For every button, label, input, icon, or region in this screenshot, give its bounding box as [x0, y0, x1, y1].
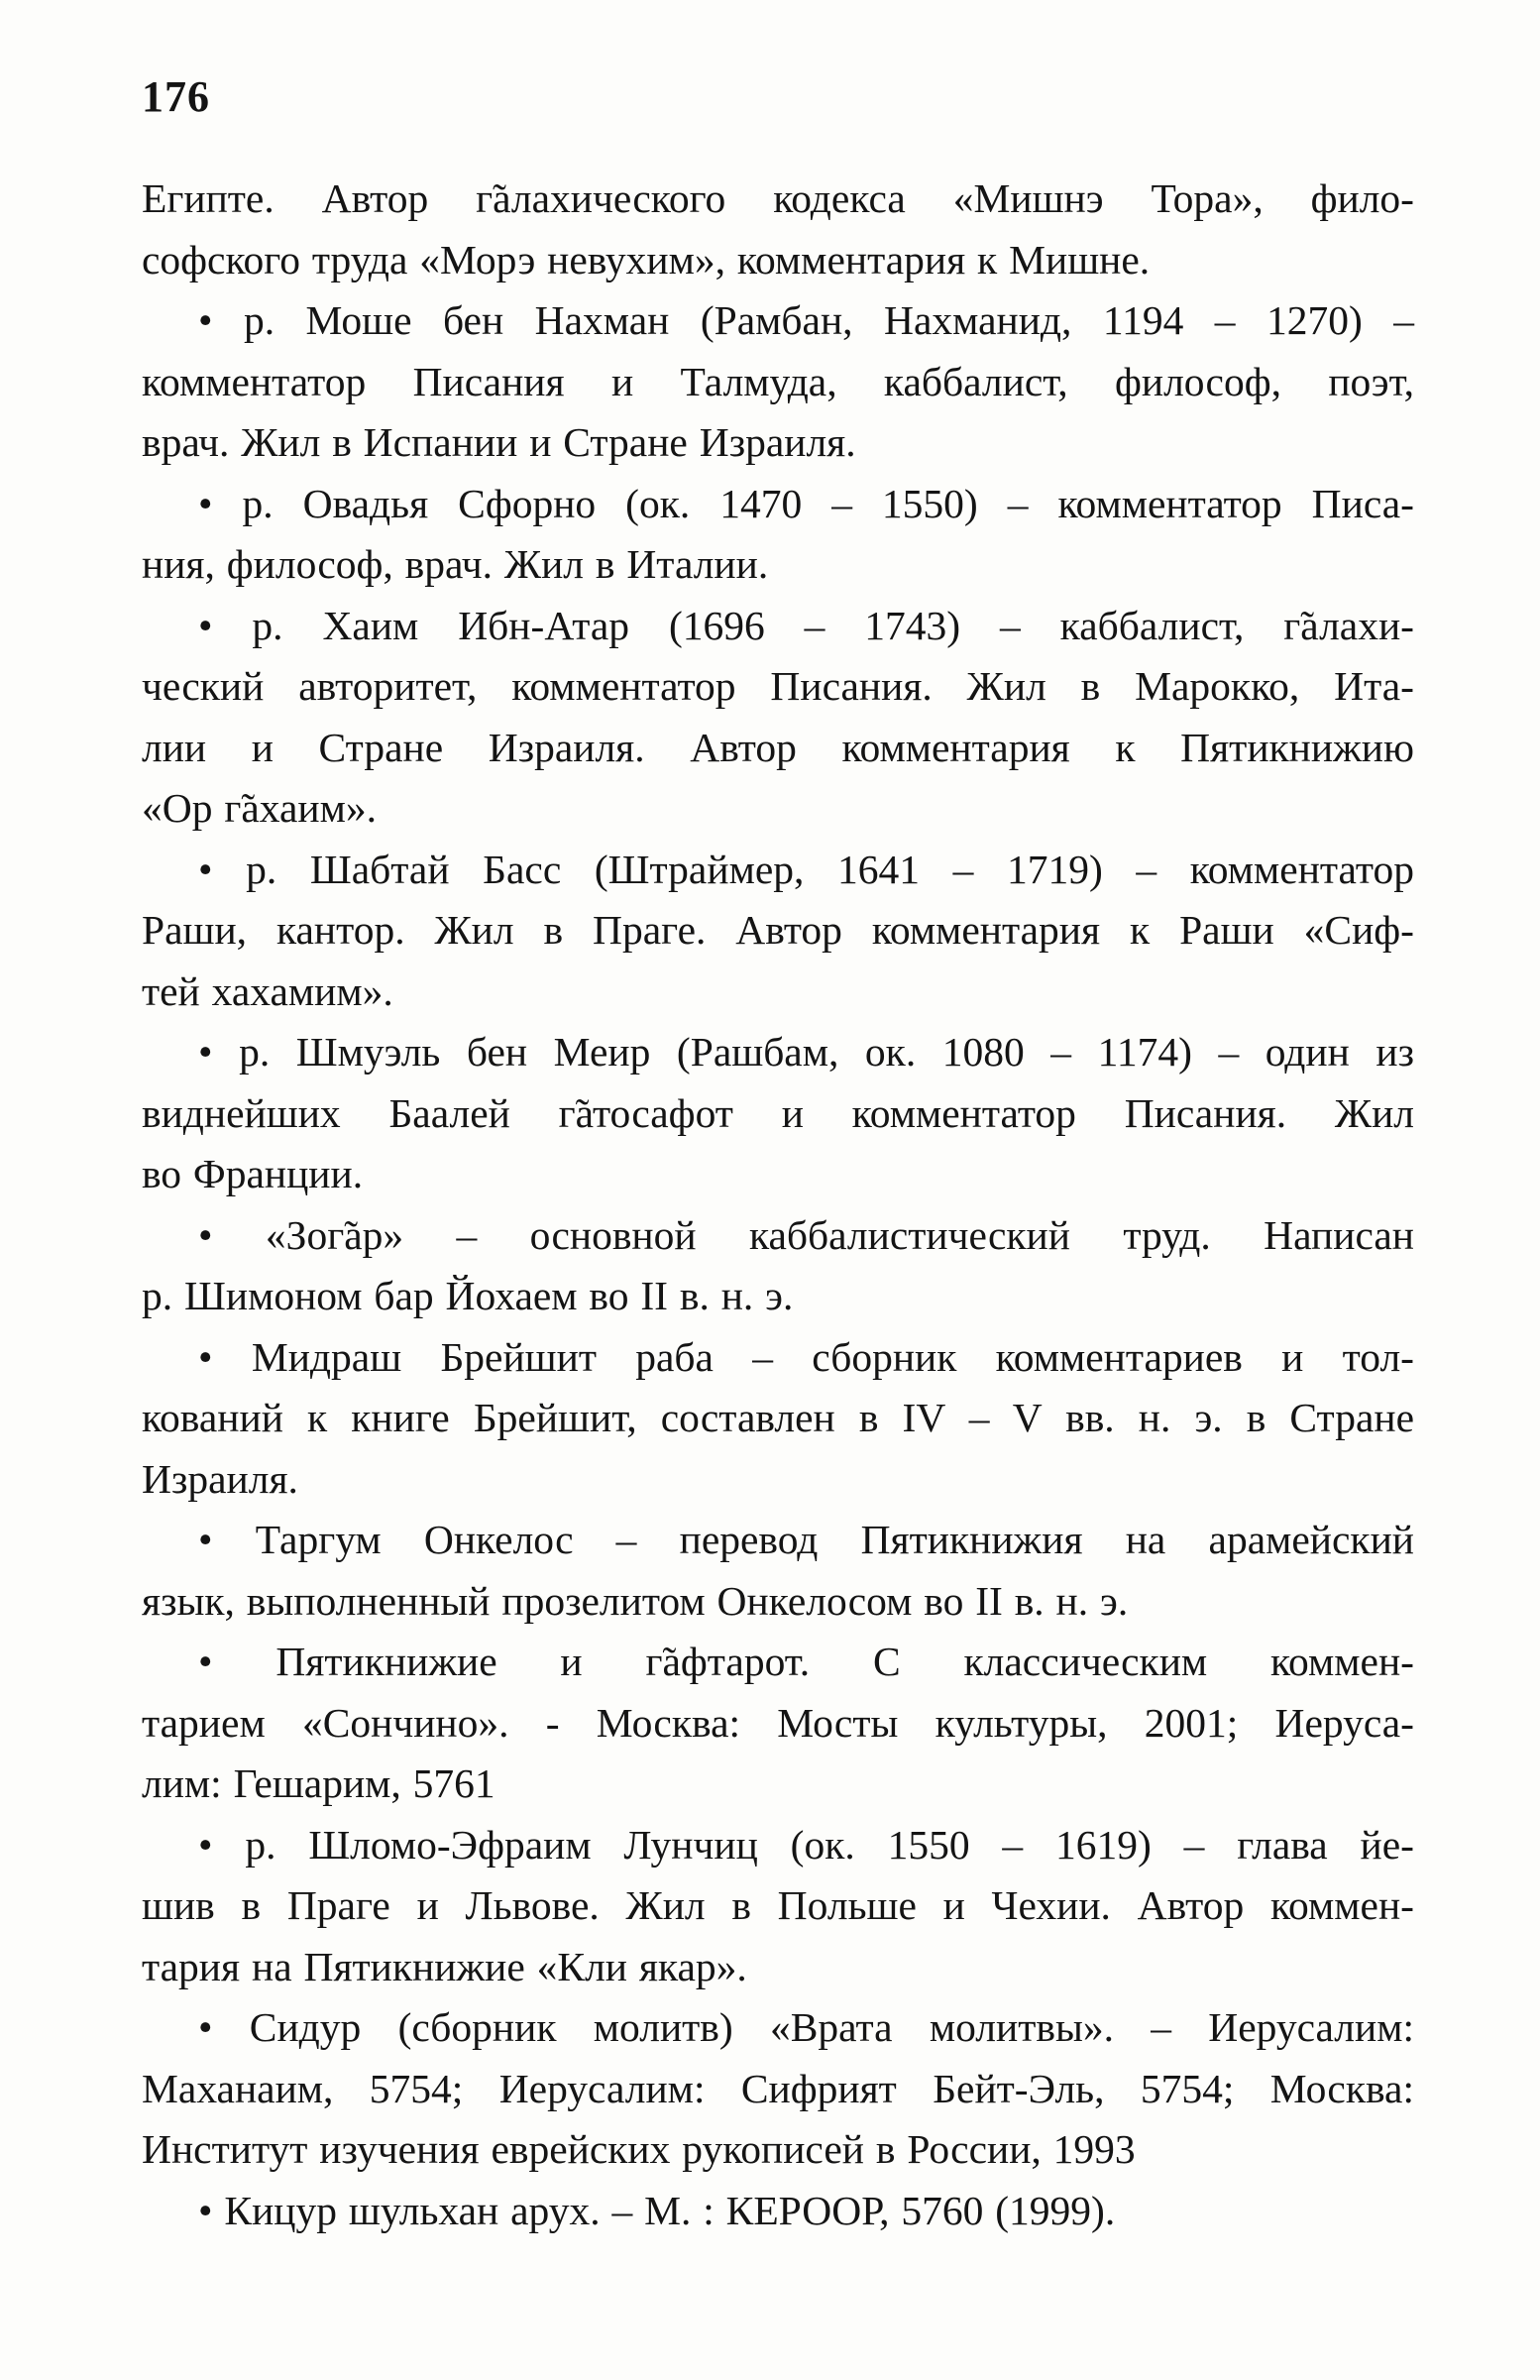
text-line: Раши, кантор. Жил в Праге. Автор комментария к Раши «Сиф- [142, 907, 1414, 953]
text-line: Египте. Автор г̃алахического кодекса «Мишнэ Тора», фило- [142, 175, 1414, 221]
text-line: комментатор Писания и Талмуда, каббалист, философ, поэт, [142, 358, 1414, 404]
text-line: тей хахамим». [142, 967, 393, 1014]
paragraph [142, 2181, 1414, 2242]
text-line: врач. Жил в Испании и Стране Израиля. [142, 419, 856, 465]
paragraph [142, 840, 1414, 1023]
text-line: кований к книге Брейшит, составлен в IV – V вв. н. э. в Стране [142, 1395, 1414, 1440]
paragraph [142, 596, 1414, 840]
text-line: • Мидраш Брейшит раба – сборник комментариев и тол- [198, 1333, 1414, 1380]
paragraph [142, 474, 1414, 596]
text-line: • р. Моше бен Нахман (Рамбан, Нахманид, 1194 – 1270) – [198, 297, 1414, 343]
text-line: ческий авторитет, комментатор Писания. Жил в Марокко, Ита- [142, 663, 1414, 709]
paragraph [142, 1327, 1414, 1511]
text-line: «Ор г̃ахаим». [142, 785, 378, 831]
text-line: Маханаим, 5754; Иерусалим: Сифрият Бейт-Эль, 5754; Москва: [142, 2065, 1414, 2111]
text-line: тарием «Сончино». - Москва: Мосты культуры, 2001; Иеруса- [142, 1699, 1414, 1746]
text-line: Институт изучения еврейских рукописей в России, 1993 [142, 2126, 1136, 2172]
text-line: лим: Гешарим, 5761 [142, 1760, 495, 1806]
text-line: язык, выполненный прозелитом Онкелосом во II в. н. э. [142, 1577, 1129, 1624]
paragraph [142, 169, 1414, 290]
page-number: 176 [142, 72, 210, 121]
paragraph [142, 1632, 1414, 1815]
text-line: виднейших Баалей г̃атосафот и комментатор Писания. Жил [142, 1089, 1414, 1136]
text-line: • «Зог̃ар» – основной каббалистический труд. Написан [198, 1211, 1414, 1258]
paragraph [142, 1815, 1414, 1998]
text-line: • Кицур шульхан арух. – М. : КЕРООР, 5760 (1999). [198, 2187, 1116, 2233]
text-line: • р. Шломо-Эфраим Лунчиц (ок. 1550 – 1619) – глава йе- [198, 1821, 1414, 1868]
text-line: • Таргум Онкелос – перевод Пятикнижия на арамейский [198, 1517, 1414, 1562]
text-line: Израиля. [142, 1455, 298, 1502]
text-line: софского труда «Морэ невухим», комментария к Мишне. [142, 236, 1151, 283]
page-body [142, 169, 1414, 2241]
text-line: • р. Шмуэль бен Меир (Рашбам, ок. 1080 – 1174) – один из [198, 1029, 1414, 1075]
text-line: р. Шимоном бар Йохаем во II в. н. э. [142, 1273, 794, 1318]
text-line: во Франции. [142, 1151, 364, 1196]
text-line: • р. Овадья Сфорно (ок. 1470 – 1550) – комментатор Писа- [198, 480, 1414, 526]
paragraph [142, 1205, 1414, 1327]
text-line: лии и Стране Израиля. Автор комментария к Пятикнижию [142, 724, 1414, 770]
text-line: • Сидур (сборник молитв) «Врата молитвы». – Иерусалим: [198, 2004, 1414, 2050]
text-line: • Пятикнижие и г̃афтарот. С классическим коммен- [198, 1639, 1414, 1684]
text-line: шив в Праге и Львове. Жил в Польше и Чехии. Автор коммен- [142, 1882, 1414, 1928]
paragraph [142, 1510, 1414, 1632]
text-line: тария на Пятикнижие «Кли якар». [142, 1943, 747, 1989]
text-line: • р. Хаим Ибн-Атар (1696 – 1743) – каббалист, г̃алахи- [198, 602, 1414, 648]
text-line: ния, философ, врач. Жил в Италии. [142, 541, 769, 587]
paragraph [142, 1022, 1414, 1205]
paragraph [142, 1997, 1414, 2181]
paragraph [142, 290, 1414, 474]
text-line: • р. Шабтай Басс (Штраймер, 1641 – 1719) – комментатор [198, 846, 1414, 892]
